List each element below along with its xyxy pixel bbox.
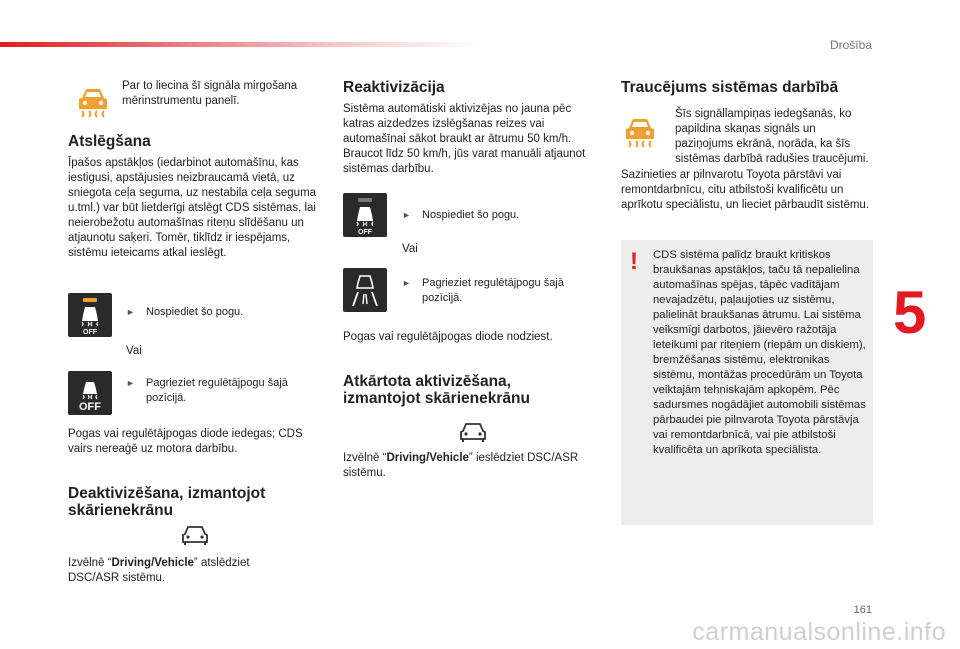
skid-warning-icon <box>621 114 659 153</box>
car-icon <box>180 524 210 551</box>
reactivation-paragraph: Sistēma automātiski aktivizējas no jauna pēc katras aizdedzes izslēgšanas reizes vai automašīnai sākot braukt ar ātrumu 50 km/h. Braucot līdz 50 km/h, jūs varat manuāli atjaunot sistēmas darbību. <box>343 103 586 175</box>
off-label: OFF <box>83 329 97 336</box>
or-text: Vai <box>402 243 418 255</box>
warning-note-text: CDS sistēma palīdz braukt kritiskos braukšanas apstākļos, taču tā nepalielina automašīnas spējas, tāpēc vadītājam nevajadzētu, paļaujoties uz sistēmu, palielināt braukšanas ātrumu. Lai sistēma veiksmīgi darbotos, jāievēro ražotāja ieteikumi par riteņiem (riepām un diskiem), bremžēšanas sistēmu, elektronikas sistēmu, montāžas procedūrām un Toyota veiktajām tehniskajām apkopēm. Pēc sadursmes nogādājiet automobili sistēmas pārbaudei pie pilnvarota Toyota pārstāvja vai remontdarbnīcā, vai pie atbilstoši kvalificēta un aprīkota speciālista. <box>653 249 866 456</box>
menu-reactivate-text: Izvēlnē “Driving/Vehicle” ieslēdziet DSC/ASR sistēmu. <box>343 452 579 479</box>
or-text: Vai <box>126 345 142 357</box>
car-icon <box>458 421 488 448</box>
heading-disabling: Atslēgšana <box>68 133 151 150</box>
warning-note-box <box>621 240 873 525</box>
esp-off-button-icon <box>343 193 387 237</box>
esp-off-button-icon <box>68 293 112 337</box>
led-off-text: Pogas vai regulētājpogas diode nodziest. <box>343 331 553 343</box>
led-on-text: Pogas vai regulētājpogas diode iedegas; CDS vairs nereaģē uz motora darbību. <box>68 428 303 455</box>
heading-reactivate-touchscreen: Atkārtota aktivizēšana, izmantojot skārienekrānu <box>343 373 530 407</box>
arrow-icon: ► <box>402 278 411 288</box>
malfunction-paragraph: Sazinieties ar pilnvarotu Toyota pārstāvi vai remontdarbnīcu, citu atbilstoši kvalificētu un aprīkotu speciālistu, un lieciet pārbaudīt sistēmu. <box>621 169 870 211</box>
traction-dial-icon <box>343 268 387 312</box>
malfunction-intro-text: Šīs signāllampiņas iedegšanās, ko papildina skaņas signāls un paziņojums ekrānā, norāda, ka šīs sistēmas darbībā radušies traucējumi. <box>675 108 869 165</box>
bullet-turn-dial: ► Pagrieziet regulētājpogu šajā pozīcijā. <box>126 377 288 404</box>
menu-deactivate-text: Izvēlnē “Driving/Vehicle” atslēdziet DSC/ASR sistēmu. <box>68 557 250 584</box>
arrow-icon: ► <box>402 210 411 220</box>
heading-deactivate-touchscreen: Deaktivizēšana, izmantojot skārienekrānu <box>68 485 266 519</box>
arrow-icon: ► <box>126 378 135 388</box>
off-label: OFF <box>358 229 372 236</box>
off-dial-icon <box>68 371 112 415</box>
bullet-turn-dial: ► Pagrieziet regulētājpogu šajā pozīcijā. <box>402 277 564 304</box>
bullet-press-button: ► Nospiediet šo pogu. <box>126 306 244 318</box>
flash-intro-text: Par to liecina šī signāla mirgošana mērinstrumentu panelī. <box>122 80 298 107</box>
header-accent-bar <box>0 42 480 47</box>
exclamation-icon: ! <box>630 248 638 275</box>
arrow-icon: ► <box>126 307 135 317</box>
skid-warning-icon <box>74 84 112 123</box>
off-label: OFF <box>79 401 101 413</box>
disabling-paragraph: Īpašos apstākļos (iedarbinot automašīnu, kas iestigusi, apstājusies neizbraucamā vietā, uz sniegota ceļa seguma, uz nestabila ceļa seguma u.tml.) var būt lietderīgi atslēgt CDS sistēmas, lai neierobežotu automašīnas riteņu slīdēšanu un atjaunotu saķeri. Tomēr, tiklīdz ir iespējams, sistēmu ieteicams atkal ieslēgt. <box>68 157 317 259</box>
section-title: Drošība <box>829 38 872 52</box>
chapter-number: 5 <box>893 279 927 346</box>
page-number: 161 <box>853 604 872 616</box>
watermark: carmanualsonline.info <box>692 618 946 646</box>
heading-reactivation: Reaktivizācija <box>343 79 445 96</box>
bullet-press-button: ► Nospiediet šo pogu. <box>402 209 520 221</box>
heading-malfunction: Traucējums sistēmas darbībā <box>621 79 839 96</box>
